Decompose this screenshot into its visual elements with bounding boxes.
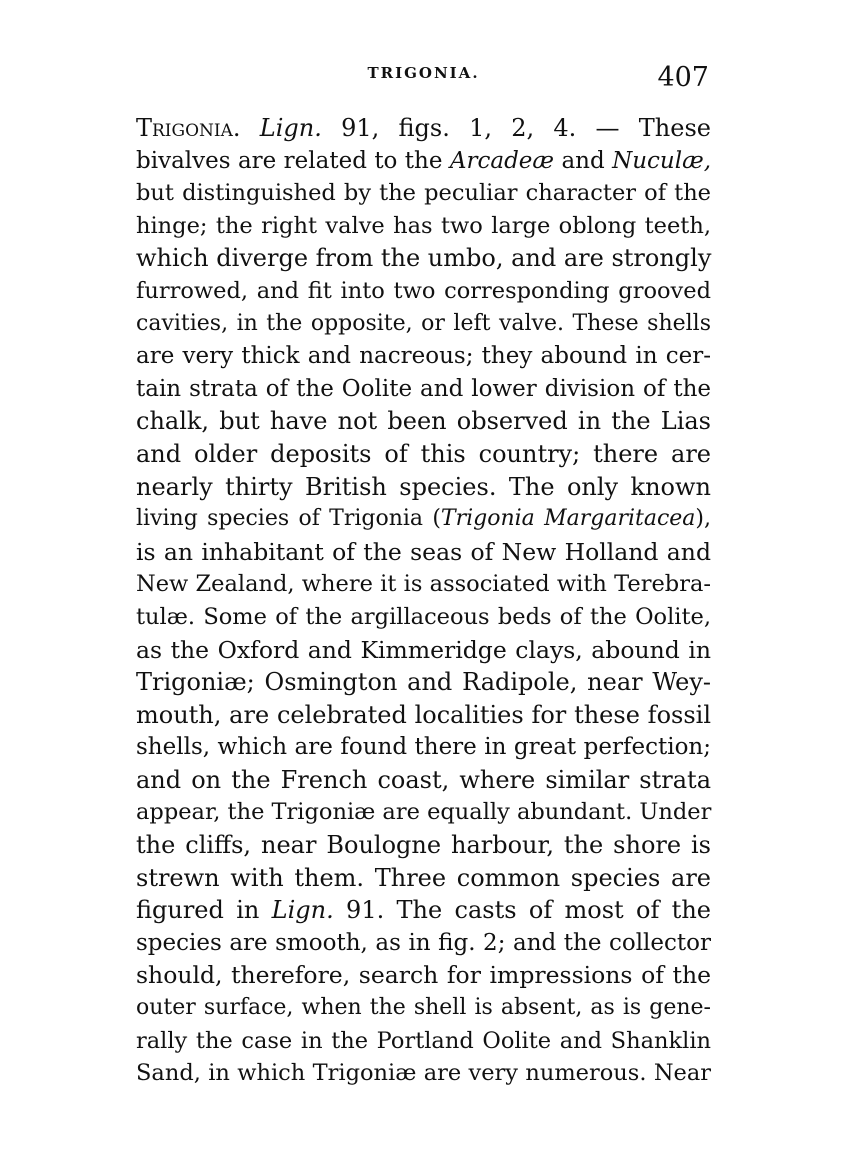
page-number: 407 [657,62,709,93]
text-line: as the Oxford and Kimmeridge clays, abound in [136,635,711,664]
text-line: Trigoniæ; Osmington and Radipole, near Wey- [136,668,711,697]
text-fragment: bivalves are related to the [136,147,443,174]
text-line: Sand, in which Trigoniæ are very numerous. Near [136,1060,711,1087]
taxon-name: Nuculæ, [612,147,712,174]
text-line: should, therefore, search for impressions of the [136,961,711,990]
text-line: nearly thirty British species. The only known [136,472,711,501]
running-head [136,62,711,96]
text-line [136,894,711,927]
text-line: but distinguished by the peculiar character of the [136,180,711,207]
text-line: New Zealand, where it is associated with Terebra- [136,571,711,598]
taxon-name: Trigonia Margaritacea [440,506,696,532]
text-line: and older deposits of this country; there are [136,439,711,468]
text-fragment: 91. The casts of most of the [346,896,711,925]
text-line: and on the French coast, where similar strata [136,765,711,794]
text-fragment: and [561,147,605,174]
text-line [136,112,711,145]
text-fragment: ), [695,506,711,532]
taxon-name: Arcadeæ [449,147,555,174]
figure-reference: Lign. [259,114,322,142]
text-line [136,503,711,536]
running-title: TRIGONIA. [367,64,480,82]
body-text [136,112,711,1090]
text-line: species are smooth, as in fig. 2; and the collector [136,929,711,956]
text-line: are very thick and nacreous; they abound in cer- [136,343,711,370]
text-line: shells, which are found there in great perfection; [136,734,711,761]
text-line: is an inhabitant of the seas of New Holland and [136,537,711,566]
text-line: furrowed, and fit into two corresponding grooved [136,277,711,304]
text-line: outer surface, when the shell is absent, as is gene- [136,995,711,1021]
text-line: tain strata of the Oolite and lower division of the [136,375,711,402]
section-heading: Trigonia. [136,114,241,142]
text-line: strewn with them. Three common species are [136,863,711,892]
text-line: tulæ. Some of the argillaceous beds of the Oolite, [136,603,711,630]
text-fragment: figured in [136,896,260,925]
text-line: mouth, are celebrated localities for these fossil [136,700,711,729]
text-line: cavities, in the opposite, or left valve. These shells [136,310,711,336]
figure-reference: Lign. [271,896,334,925]
text-line: chalk, but have not been observed in the Lias [136,407,711,436]
text-fragment: living species of Trigonia ( [136,506,441,532]
text-fragment: 91, figs. 1, 2, 4. — These [341,114,711,142]
text-line: hinge; the right valve has two large oblong teeth, [136,212,711,239]
text-line: the cliffs, near Boulogne harbour, the shore is [136,831,711,860]
text-line: rally the case in the Portland Oolite and Shanklin [136,1027,711,1054]
text-line: which diverge from the umbo, and are strongly [136,244,712,273]
text-line [136,145,711,178]
text-line: appear, the Trigoniæ are equally abundant. Under [136,799,712,826]
